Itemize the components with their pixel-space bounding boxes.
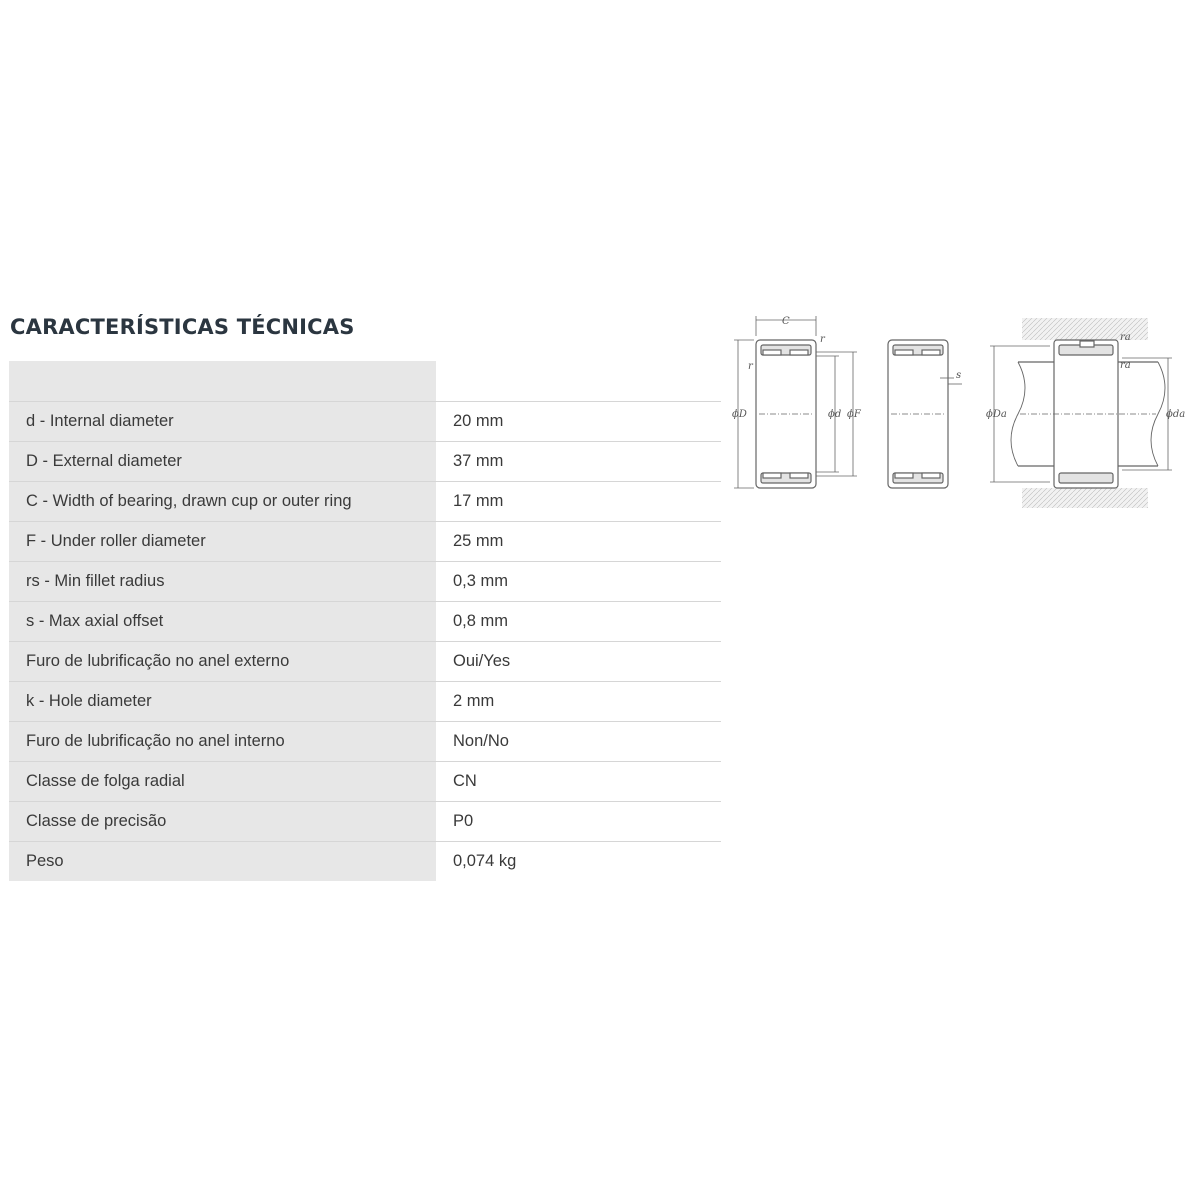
bearing-technical-drawing xyxy=(728,312,1196,512)
spec-value: Non/No xyxy=(436,722,721,762)
spec-value: 0,8 mm xyxy=(436,602,721,642)
spec-value: 2 mm xyxy=(436,682,721,722)
specs-table xyxy=(9,361,721,881)
label-axial-offset: s xyxy=(956,370,962,381)
table-row xyxy=(9,522,721,562)
label-width: C xyxy=(782,316,790,327)
table-header-row xyxy=(9,361,721,402)
spec-label: C - Width of bearing, drawn cup or outer ring xyxy=(9,482,436,522)
label-fillet: r xyxy=(820,334,825,345)
label-shaft-diameter: ϕda xyxy=(1166,409,1186,420)
spec-label: rs - Min fillet radius xyxy=(9,562,436,602)
axial-offset-figure xyxy=(888,340,962,488)
label-abutment-fillet-inner: ra xyxy=(1120,360,1131,371)
label-inner-diameter: ϕd xyxy=(828,409,842,420)
spec-value: 0,074 kg xyxy=(436,842,721,882)
spec-label: F - Under roller diameter xyxy=(9,522,436,562)
table-row xyxy=(9,482,721,522)
spec-value: 37 mm xyxy=(436,442,721,482)
spec-value: CN xyxy=(436,762,721,802)
spec-label: Peso xyxy=(9,842,436,882)
spec-label: Furo de lubrificação no anel externo xyxy=(9,642,436,682)
spec-value: P0 xyxy=(436,802,721,842)
spec-label: Classe de precisão xyxy=(9,802,436,842)
table-row xyxy=(9,402,721,442)
spec-label: s - Max axial offset xyxy=(9,602,436,642)
label-fillet-side: r xyxy=(748,361,753,372)
spec-label: Furo de lubrificação no anel interno xyxy=(9,722,436,762)
spec-label: d - Internal diameter xyxy=(9,402,436,442)
table-row xyxy=(9,682,721,722)
spec-value: Oui/Yes xyxy=(436,642,721,682)
spec-value: 20 mm xyxy=(436,402,721,442)
header-cell-label xyxy=(9,361,436,402)
spec-value: 25 mm xyxy=(436,522,721,562)
table-row xyxy=(9,602,721,642)
label-abutment-fillet: ra xyxy=(1120,332,1131,343)
label-outer-diameter: ϕD xyxy=(732,409,747,420)
table-row xyxy=(9,762,721,802)
spec-label: Classe de folga radial xyxy=(9,762,436,802)
spec-value: 0,3 mm xyxy=(436,562,721,602)
spec-label: D - External diameter xyxy=(9,442,436,482)
header-cell-value xyxy=(436,361,721,402)
table-row xyxy=(9,722,721,762)
label-roller-diameter: ϕF xyxy=(847,409,861,420)
table-row xyxy=(9,802,721,842)
table-row xyxy=(9,642,721,682)
table-row xyxy=(9,842,721,882)
table-row xyxy=(9,562,721,602)
spec-value: 17 mm xyxy=(436,482,721,522)
table-row xyxy=(9,442,721,482)
spec-label: k - Hole diameter xyxy=(9,682,436,722)
bearing-cross-section-figure xyxy=(734,316,857,488)
mounting-figure xyxy=(990,318,1172,508)
section-title: CARACTERÍSTICAS TÉCNICAS xyxy=(10,315,355,339)
label-housing-diameter: ϕDa xyxy=(986,409,1007,420)
